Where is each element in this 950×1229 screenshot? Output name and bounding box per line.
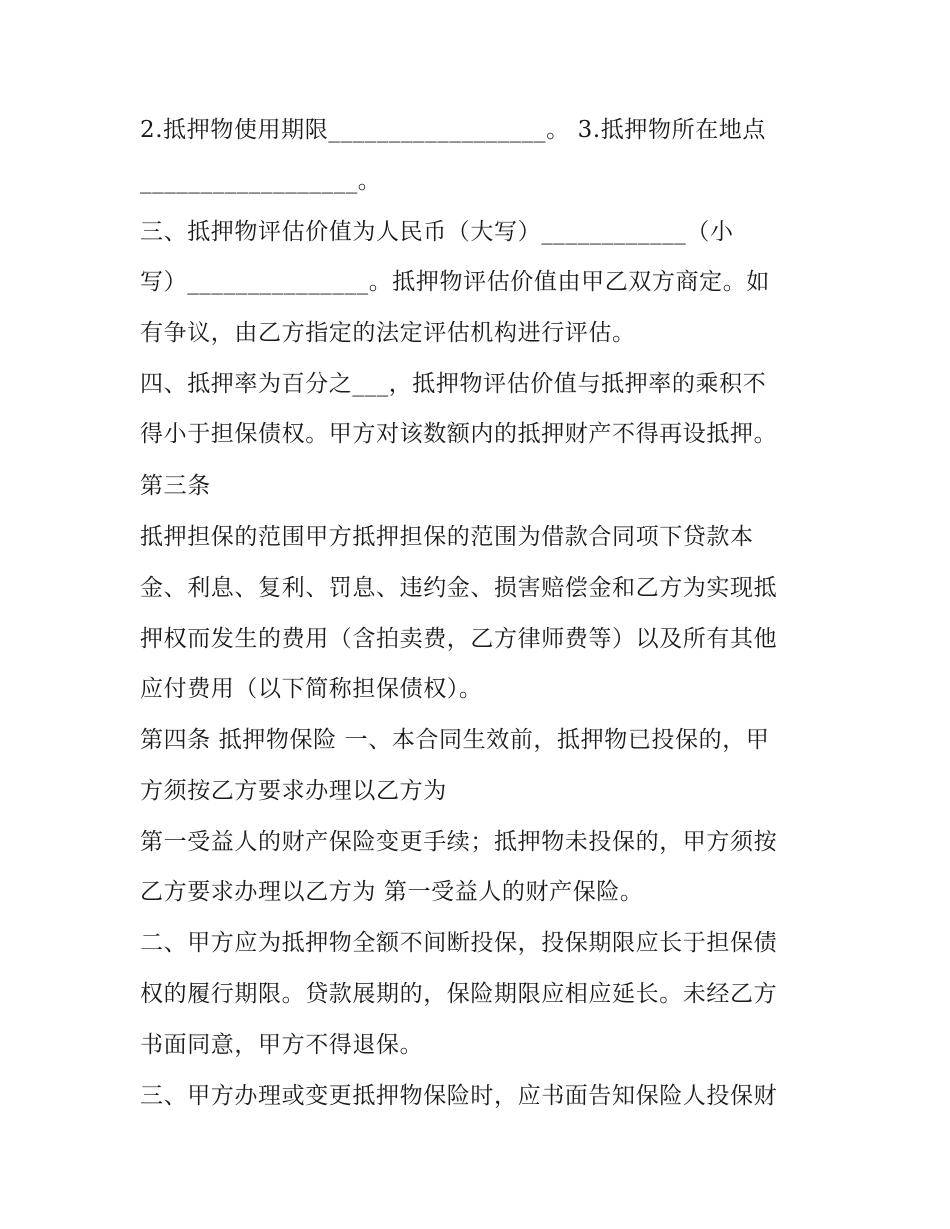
text-line-6: 四、抵押率为百分之___，抵押物评估价值与抵押率的乘积不 [140, 371, 767, 397]
text-line-3: 三、抵押物评估价值为人民币（大写）____________（小 [140, 219, 734, 245]
text-line-7: 得小于担保债权。甲方对该数额内的抵押财产不得再设抵押。 [140, 421, 778, 447]
text-line-16: 乙方要求办理以乙方为 第一受益人的财产保险。 [140, 879, 644, 905]
text-line-11: 押权而发生的费用（含拍卖费，乙方律师费等）以及所有其他 [140, 626, 778, 652]
text-line-10: 金、利息、复利、罚息、违约金、损害赔偿金和乙方为实现抵 [140, 575, 778, 601]
text-line-12: 应付费用（以下简称担保债权）。 [140, 676, 483, 702]
text-line-14: 方须按乙方要求办理以乙方为 [140, 778, 447, 804]
text-line-9: 抵押担保的范围甲方抵押担保的范围为借款合同项下贷款本 [140, 524, 754, 550]
text-line-18: 权的履行期限。贷款展期的，保险期限应相应延长。未经乙方 [140, 981, 778, 1007]
text-line-4: 写）_______________。抵押物评估价值由甲乙双方商定。如 [140, 269, 770, 295]
text-line-5: 有争议，由乙方指定的法定评估机构进行评估。 [140, 320, 636, 346]
text-line-17: 二、甲方应为抵押物全额不间断投保，投保期限应长于担保债 [140, 930, 778, 956]
section-heading-article-3: 第三条 [140, 473, 211, 499]
text-line-15: 第一受益人的财产保险变更手续；抵押物未投保的，甲方须按 [140, 829, 778, 855]
text-line-1: 2.抵押物使用期限__________________。 3.抵押物所在地点 [140, 117, 766, 143]
text-line-13: 第四条 抵押物保险 一、本合同生效前，抵押物已投保的，甲 [140, 727, 770, 753]
text-line-19: 书面同意，甲方不得退保。 [140, 1032, 424, 1058]
text-line-2: __________________。 [140, 168, 382, 194]
text-line-20: 三、甲方办理或变更抵押物保险时，应书面告知保险人投保财 [140, 1083, 778, 1109]
